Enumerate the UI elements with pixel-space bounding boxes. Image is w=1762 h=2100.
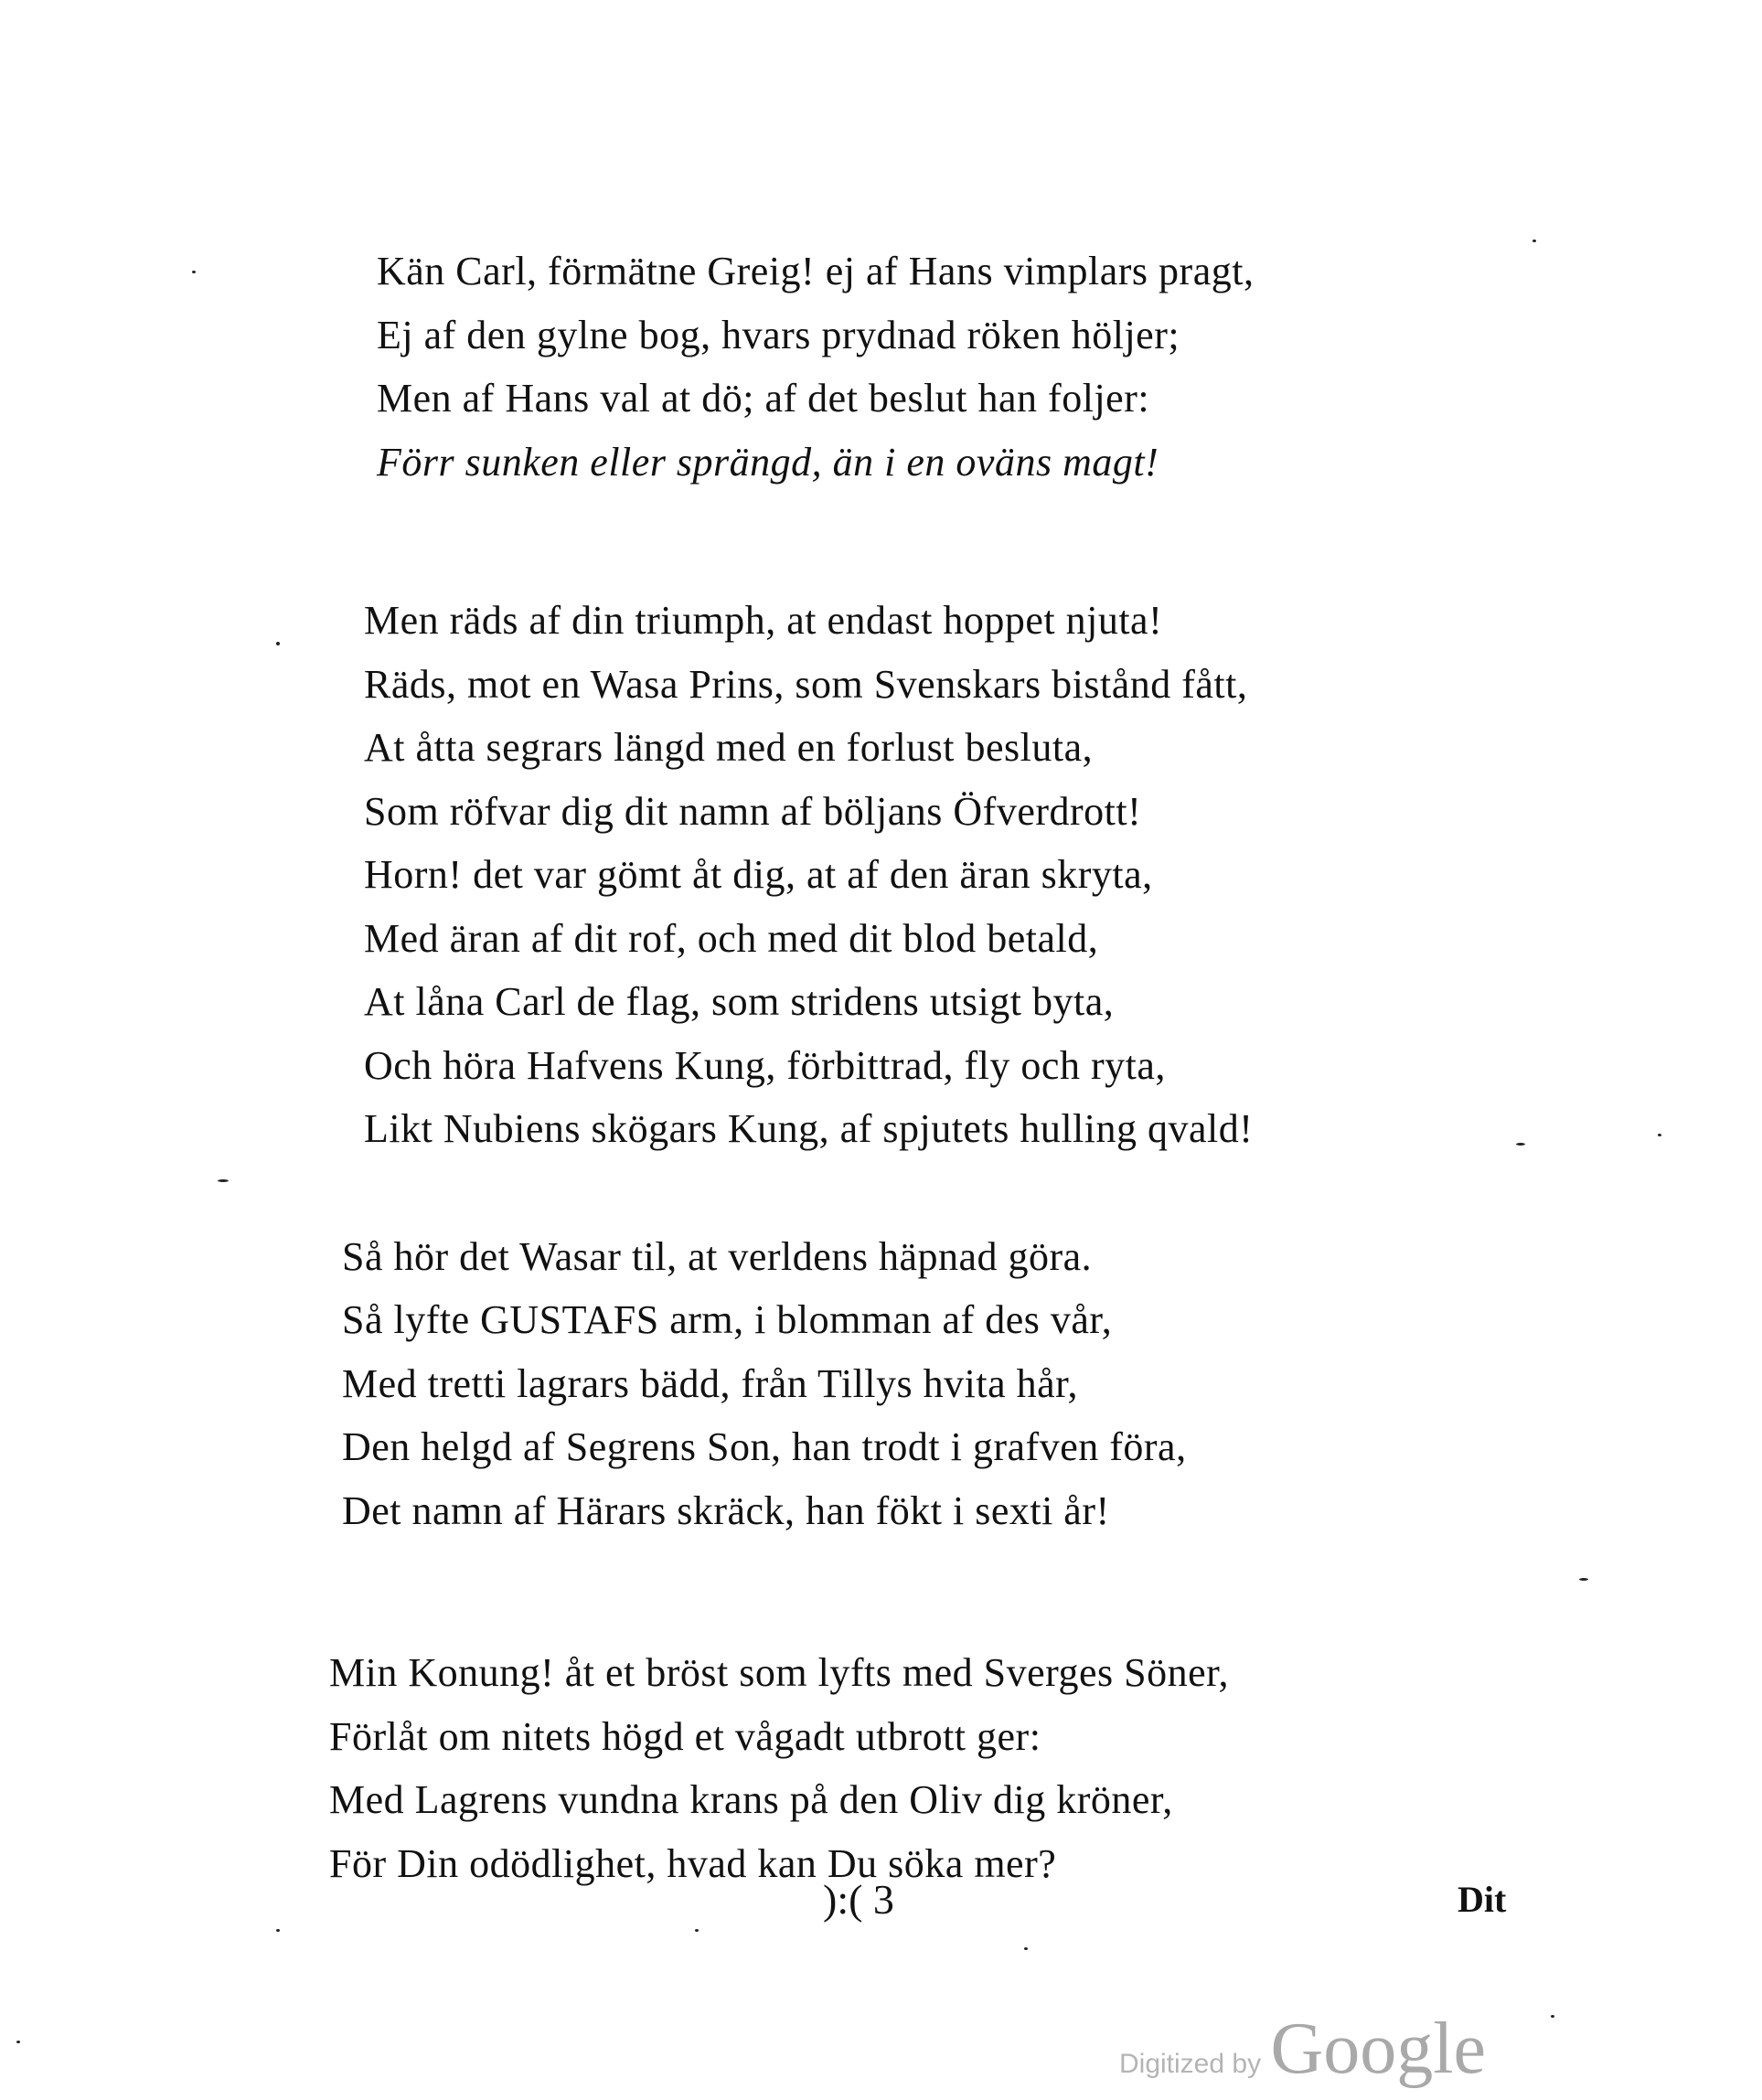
poem-line: Med Lagrens vundna krans på den Oliv dig kröner, [329, 1777, 1173, 1822]
poem-line: Den helgd af Segrens Son, han trodt i grafven föra, [342, 1424, 1187, 1469]
poem-line: Räds, mot en Wasa Prins, som Svenskars bistånd fått, [364, 661, 1248, 707]
scan-speck [16, 2041, 20, 2043]
watermark-prefix: Digitized by [1119, 2049, 1262, 2079]
poem-line: Förlåt om nitets högd et vågadt utbrott ger: [329, 1713, 1041, 1759]
poem-line: Med äran af dit rof, och med dit blod betald, [364, 915, 1099, 961]
poem-line: At låna Carl de flag, som stridens utsigt byta, [364, 979, 1115, 1024]
scan-speck [218, 1179, 229, 1182]
scan-speck [1551, 2015, 1554, 2018]
poem-line: Så hör det Wasar til, at verldens häpnad göra. [342, 1233, 1093, 1279]
scan-speck [192, 271, 196, 273]
poem-line: Det namn af Härars skräck, han fökt i sexti år! [342, 1487, 1110, 1533]
poem-line: Kän Carl, förmätne Greig! ej af Hans vimplars pragt, [377, 249, 1255, 293]
poem-line: Likt Nubiens skögars Kung, af spjutets hulling qvald! [364, 1106, 1254, 1151]
signature-mark: ):( 3 [823, 1876, 894, 1923]
scan-speck [1579, 1578, 1588, 1581]
poem-line: Horn! det var gömt åt dig, at af den äran skryta, [364, 852, 1153, 897]
poem-line: Och höra Hafvens Kung, förbittrad, fly och ryta, [364, 1042, 1166, 1088]
scan-speck [1516, 1143, 1525, 1146]
scan-speck [276, 1929, 280, 1932]
poem-line: För Din odödlighet, hvad kan Du söka mer? [329, 1840, 1057, 1886]
stanza-4 [329, 1641, 1518, 1895]
poem-line: Ej af den gylne bog, hvars prydnad röken höljer; [377, 312, 1180, 357]
scan-speck [695, 1929, 699, 1932]
stanza-3 [342, 1225, 1518, 1543]
poem-line: Men af Hans val at dö; af det beslut han foljer: [377, 376, 1150, 421]
poem-line: Förr sunken eller sprängd, än i en oväns magt! [377, 439, 1159, 485]
scan-speck [1532, 240, 1536, 242]
stanza-1 [377, 240, 1518, 494]
poem-line: Så lyfte GUSTAFS arm, i blomman af des vår, [342, 1297, 1113, 1342]
poem-line: At åtta segrars längd med en forlust besluta, [364, 725, 1094, 770]
poem-line: Min Konung! åt et bröst som lyfts med Sverges Söner, [329, 1650, 1230, 1695]
catchword: Dit [1458, 1879, 1507, 1920]
poem [329, 240, 1518, 1895]
watermark-brand-logo: Google [1270, 2009, 1487, 2089]
stanza-2 [364, 589, 1518, 1161]
digitized-watermark [1119, 2008, 1486, 2091]
scan-speck [276, 642, 280, 645]
poem-line: Med tretti lagrars bädd, från Tillys hvita hår, [342, 1360, 1079, 1406]
poem-line: Som röfvar dig dit namn af böljans Öfverdrott! [364, 788, 1142, 834]
poem-line: Men räds af din triumph, at endast hoppet njuta! [364, 598, 1163, 643]
scan-speck [1024, 1947, 1028, 1950]
scan-speck [1658, 1134, 1661, 1136]
